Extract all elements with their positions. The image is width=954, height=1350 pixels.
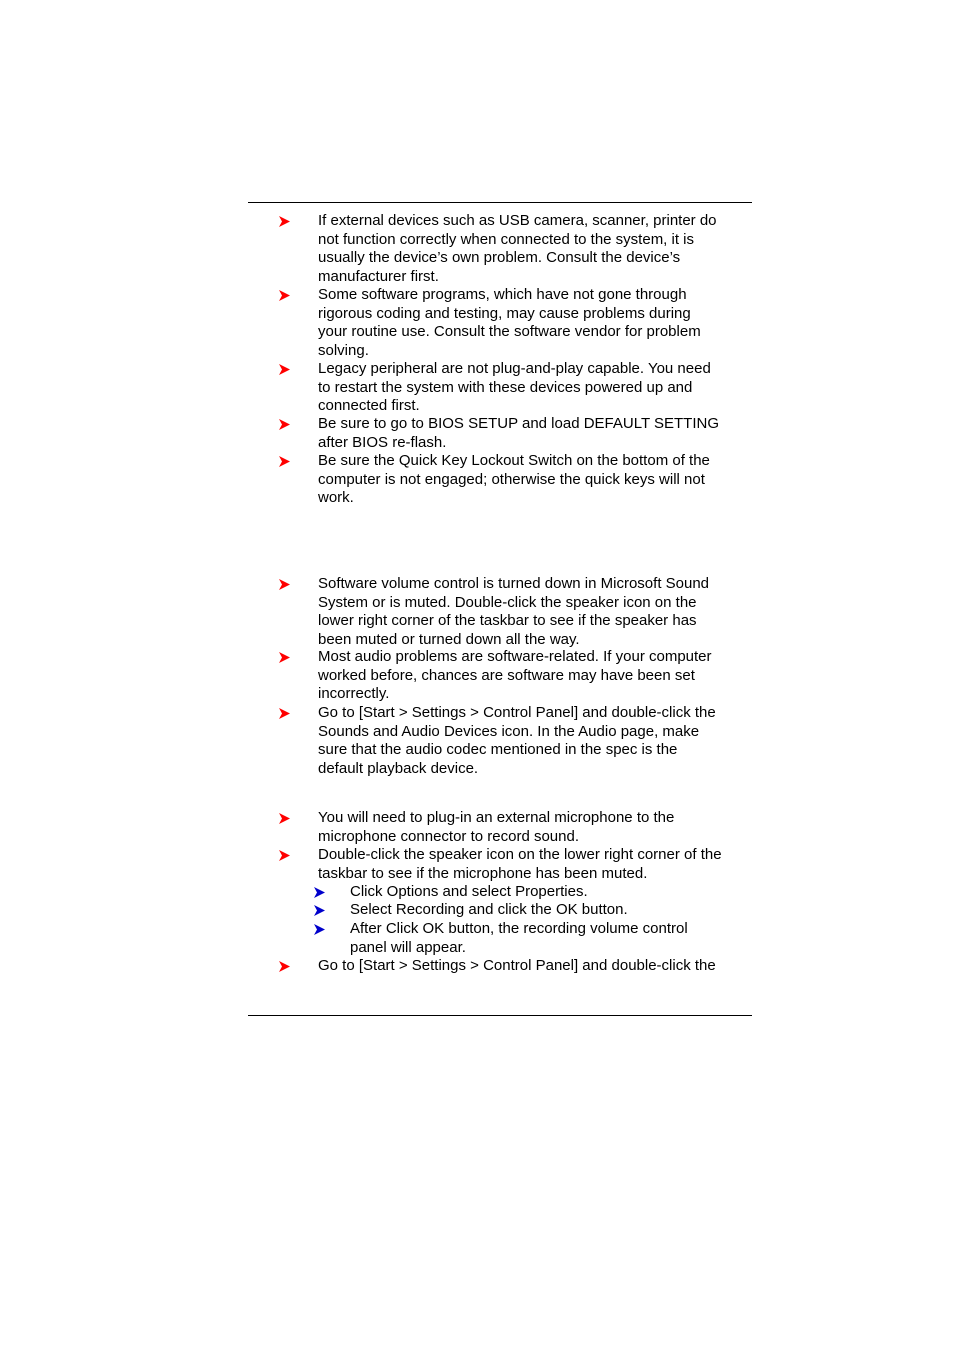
text-line: Go to [Start > Settings > Control Panel] and double-click the bbox=[318, 957, 716, 974]
arrowhead-bullet-icon bbox=[278, 360, 292, 378]
text-line: computer is not engaged; otherwise the quick keys will not bbox=[318, 470, 705, 488]
text-line: Click Options and select Properties. bbox=[350, 883, 588, 900]
text-line: sure that the audio codec mentioned in the spec is the bbox=[318, 741, 678, 758]
list-item-text bbox=[318, 212, 717, 286]
list-item-text bbox=[350, 920, 688, 957]
text-line: worked before, chances are software may have been set bbox=[318, 666, 695, 684]
text-line: Some software programs, which have not gone through bbox=[318, 286, 687, 303]
list-item-text bbox=[318, 957, 716, 976]
text-line: Go to [Start > Settings > Control Panel] and double-click the bbox=[318, 704, 716, 721]
text-line: If external devices such as USB camera, scanner, printer do bbox=[318, 212, 717, 229]
arrowhead-bullet-icon bbox=[278, 452, 292, 470]
arrowhead-bullet-icon bbox=[313, 901, 327, 919]
list-item-text bbox=[318, 415, 719, 452]
text-line: microphone connector to record sound. bbox=[318, 827, 579, 845]
arrowhead-bullet-icon bbox=[313, 883, 327, 901]
list-item-text bbox=[350, 883, 588, 902]
text-line: default playback device. bbox=[318, 759, 479, 777]
arrowhead-bullet-icon bbox=[278, 809, 292, 827]
text-line: work. bbox=[318, 489, 354, 506]
text-line: lower right corner of the taskbar to see if the speaker has bbox=[318, 612, 697, 629]
text-line: not function correctly when connected to the system, it is bbox=[318, 230, 695, 248]
text-line: Double-click the speaker icon on the lower right corner of the bbox=[318, 846, 722, 863]
list-item-text bbox=[318, 704, 716, 778]
list-item-text bbox=[318, 452, 710, 508]
arrowhead-bullet-icon bbox=[278, 212, 292, 230]
arrowhead-bullet-icon bbox=[278, 846, 292, 864]
text-line: after BIOS re-flash. bbox=[318, 433, 447, 451]
text-line: Software volume control is turned down in Microsoft Sound bbox=[318, 575, 710, 592]
text-line: rigorous coding and testing, may cause problems during bbox=[318, 304, 691, 322]
arrowhead-bullet-icon bbox=[278, 575, 292, 593]
text-line: After Click OK button, the recording volume control bbox=[350, 920, 688, 937]
arrowhead-bullet-icon bbox=[278, 648, 292, 666]
footer-rule bbox=[248, 1015, 752, 1016]
arrowhead-bullet-icon bbox=[278, 704, 292, 722]
text-line: Select Recording and click the OK button. bbox=[350, 901, 628, 918]
list-item-text bbox=[318, 286, 701, 360]
arrowhead-bullet-icon bbox=[278, 957, 292, 975]
header-rule bbox=[248, 202, 752, 203]
list-item-text bbox=[318, 575, 709, 649]
text-line: panel will appear. bbox=[350, 938, 466, 956]
text-line: Be sure the Quick Key Lockout Switch on the bottom of the bbox=[318, 452, 710, 469]
list-item-text bbox=[318, 809, 674, 846]
text-line: taskbar to see if the microphone has been muted. bbox=[318, 864, 648, 882]
list-item-text bbox=[318, 846, 722, 883]
text-line: System or is muted. Double-click the speaker icon on the bbox=[318, 593, 697, 611]
list-item-text bbox=[318, 648, 712, 704]
text-line: been muted or turned down all the way. bbox=[318, 630, 580, 648]
text-line: your routine use. Consult the software vendor for problem bbox=[318, 323, 701, 340]
arrowhead-bullet-icon bbox=[278, 415, 292, 433]
text-line: You will need to plug-in an external microphone to the bbox=[318, 809, 675, 826]
text-line: Be sure to go to BIOS SETUP and load DEFAULT SETTING bbox=[318, 415, 720, 432]
text-line: manufacturer first. bbox=[318, 267, 439, 285]
text-line: Most audio problems are software-related. If your computer bbox=[318, 648, 712, 665]
text-line: usually the device’s own problem. Consult the device’s bbox=[318, 249, 681, 266]
text-line: solving. bbox=[318, 341, 369, 359]
text-line: to restart the system with these devices powered up and bbox=[318, 378, 693, 396]
list-item-text bbox=[318, 360, 711, 416]
text-line: connected first. bbox=[318, 397, 420, 414]
arrowhead-bullet-icon bbox=[278, 286, 292, 304]
text-line: Sounds and Audio Devices icon. In the Audio page, make bbox=[318, 722, 700, 740]
list-item-text bbox=[350, 901, 628, 920]
text-line: incorrectly. bbox=[318, 685, 390, 702]
arrowhead-bullet-icon bbox=[313, 920, 327, 938]
text-line: Legacy peripheral are not plug-and-play capable. You need bbox=[318, 360, 711, 377]
